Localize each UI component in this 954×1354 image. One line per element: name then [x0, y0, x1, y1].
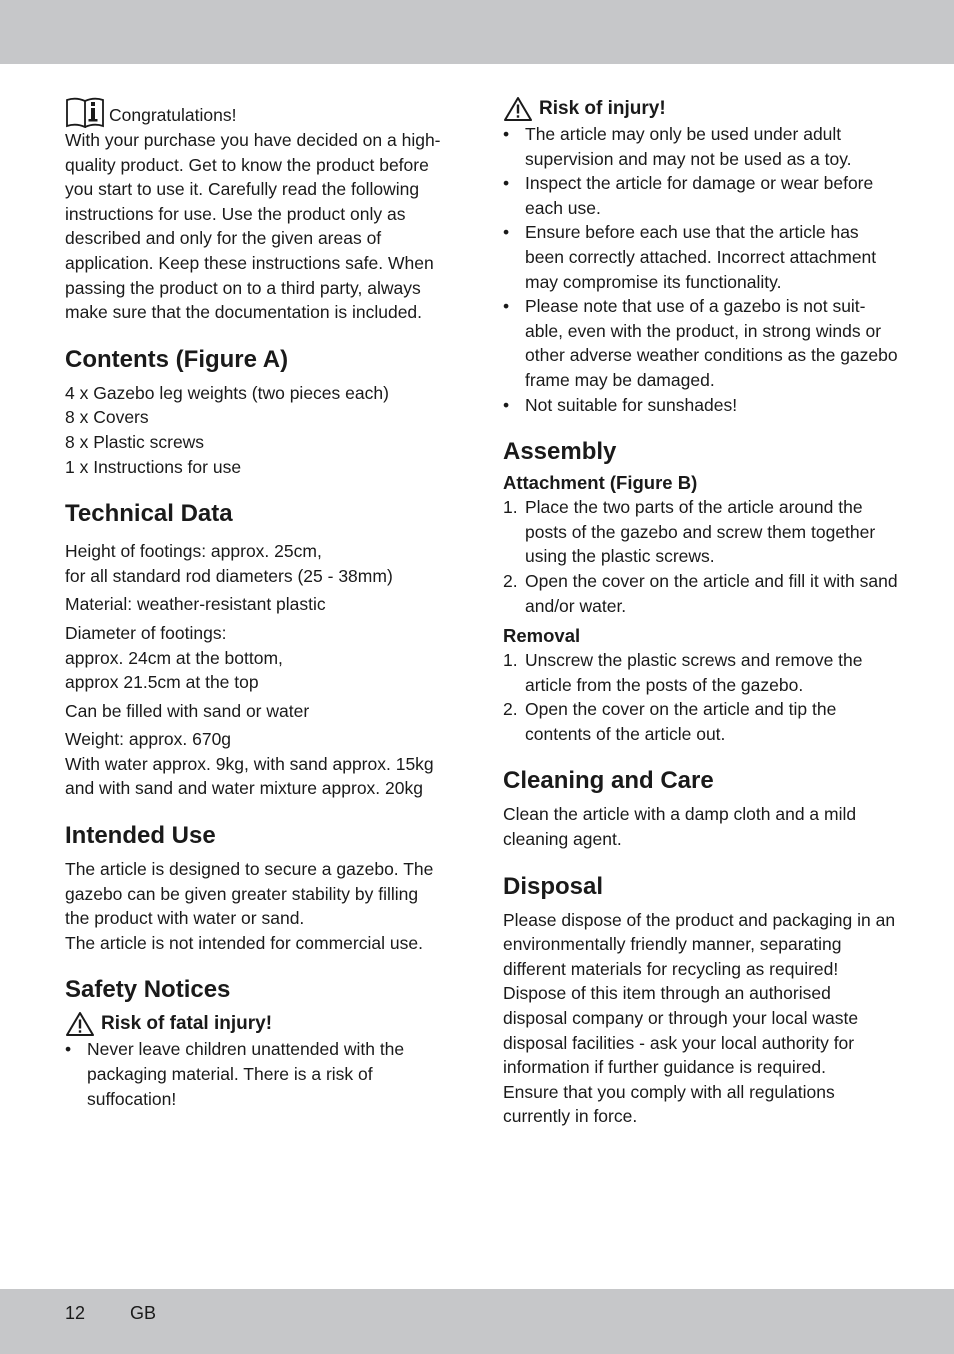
list-item: 2. Open the cover on the article and tip the contents of the article out. [503, 699, 837, 744]
bullet: • [503, 296, 510, 317]
bullet: • [503, 124, 510, 144]
list-item: • Ensure before each use that the article has been correctly attached. Incorrect attachment may compromise its functionality. [503, 222, 877, 292]
technical-heading: Technical Data [65, 500, 233, 528]
warning-triangle-icon [503, 96, 533, 122]
fatal-warning-list [65, 1037, 445, 1111]
intended-text: The article is designed to secure a gazebo. The gazebo can be given greater stability by filling the product with water or sand. [65, 859, 434, 929]
left-column [65, 96, 445, 1111]
disposal-heading: Disposal [503, 872, 604, 900]
contents-item: 4 x Gazebo leg weights (two pieces each) [65, 382, 389, 403]
disposal-text: Please dispose of the product and packaging in an environmentally friendly manner, separating different materials for recycling as required! [503, 909, 896, 979]
removal-steps [503, 648, 898, 746]
attachment-heading: Attachment (Figure B) [503, 472, 698, 494]
list-item: 1. Place the two parts of the article around the posts of the gazebo and screw them together using the plastic screws. [503, 497, 876, 567]
intro-heading-line [65, 96, 445, 128]
right-column [503, 96, 898, 1129]
tech-fill: Can be filled with sand or water [65, 700, 310, 721]
disposal-text: Dispose of this item through an authorised disposal company or through your local waste disposal facilities - ask your local authority for information if further guidance is required. [503, 983, 859, 1078]
injury-warning-label: Risk of injury! [539, 98, 666, 119]
tech-height: Height of footings: approx. 25cm, [65, 541, 322, 562]
page-number: 12 [65, 1303, 86, 1323]
intro-text: With your purchase you have decided on a high-quality product. Get to know the product before you start to use it. Carefully read the following instructions for use. Use the product only as described and only for the given areas of application. Keep these instructions safe. When passing the product on to a third party, always make sure that the documentation is included. [65, 130, 441, 323]
list-item: • Please note that use of a gazebo is not suit-able, even with the product, in strong winds or other adverse weather conditions as the gazebo frame may be damaged. [503, 296, 898, 390]
contents-item: 8 x Plastic screws [65, 431, 205, 452]
disposal-text: Ensure that you comply with all regulations currently in force. [503, 1081, 835, 1127]
fatal-warning-title [65, 1011, 445, 1037]
header-band [0, 0, 954, 64]
assembly-heading: Assembly [503, 438, 617, 466]
list-item: 1. Unscrew the plastic screws and remove the article from the posts of the gazebo. [503, 650, 863, 695]
bullet: • [503, 394, 510, 415]
cleaning-heading: Cleaning and Care [503, 767, 714, 795]
warning-triangle-icon [65, 1011, 95, 1037]
cleaning-text: Clean the article with a damp cloth and a mild cleaning agent. [503, 804, 857, 850]
tech-material: Material: weather-resistant plastic [65, 594, 326, 615]
tech-diameter: Diameter of footings: [65, 622, 227, 643]
tech-height: for all standard rod diameters (25 - 38mm) [65, 565, 393, 586]
contents-heading: Contents (Figure A) [65, 345, 289, 373]
list-item: 2. Open the cover on the article and fill it with sand and/or water. [503, 570, 898, 616]
tech-diameter: approx. 24cm at the bottom, [65, 647, 283, 668]
fatal-warning-label: Risk of fatal injury! [101, 1013, 273, 1035]
list-item: • The article may only be used under adult supervision and may not be used as a toy. [503, 124, 852, 169]
list-item: • Inspect the article for damage or wear before each use. [503, 173, 874, 218]
tech-weight: Weight: approx. 670g [65, 729, 232, 750]
list-item: • Never leave children unattended with the packaging material. There is a risk of suffocation! [65, 1039, 405, 1109]
tech-weight-detail: With water approx. 9kg, with sand approx. 15kg and with sand and water mixture approx. 20kg [65, 753, 434, 799]
attachment-steps [503, 495, 898, 618]
contents-item: 8 x Covers [65, 407, 149, 428]
intro-heading: Congratulations! [109, 105, 237, 126]
tech-diameter: approx 21.5cm at the top [65, 672, 259, 693]
injury-warning-list [503, 122, 898, 417]
list-item: • Not suitable for sunshades! [503, 393, 898, 418]
info-book-icon [65, 96, 105, 128]
removal-heading: Removal [503, 625, 581, 647]
language-code: GB [130, 1303, 157, 1323]
injury-warning-title [503, 96, 898, 122]
contents-item: 1 x Instructions for use [65, 456, 242, 477]
intended-text: The article is not intended for commercial use. [65, 932, 423, 953]
bullet: • [65, 1039, 72, 1060]
bullet: • [503, 173, 510, 194]
safety-heading: Safety Notices [65, 976, 231, 1004]
bullet: • [503, 222, 510, 243]
intended-heading: Intended Use [65, 822, 216, 850]
